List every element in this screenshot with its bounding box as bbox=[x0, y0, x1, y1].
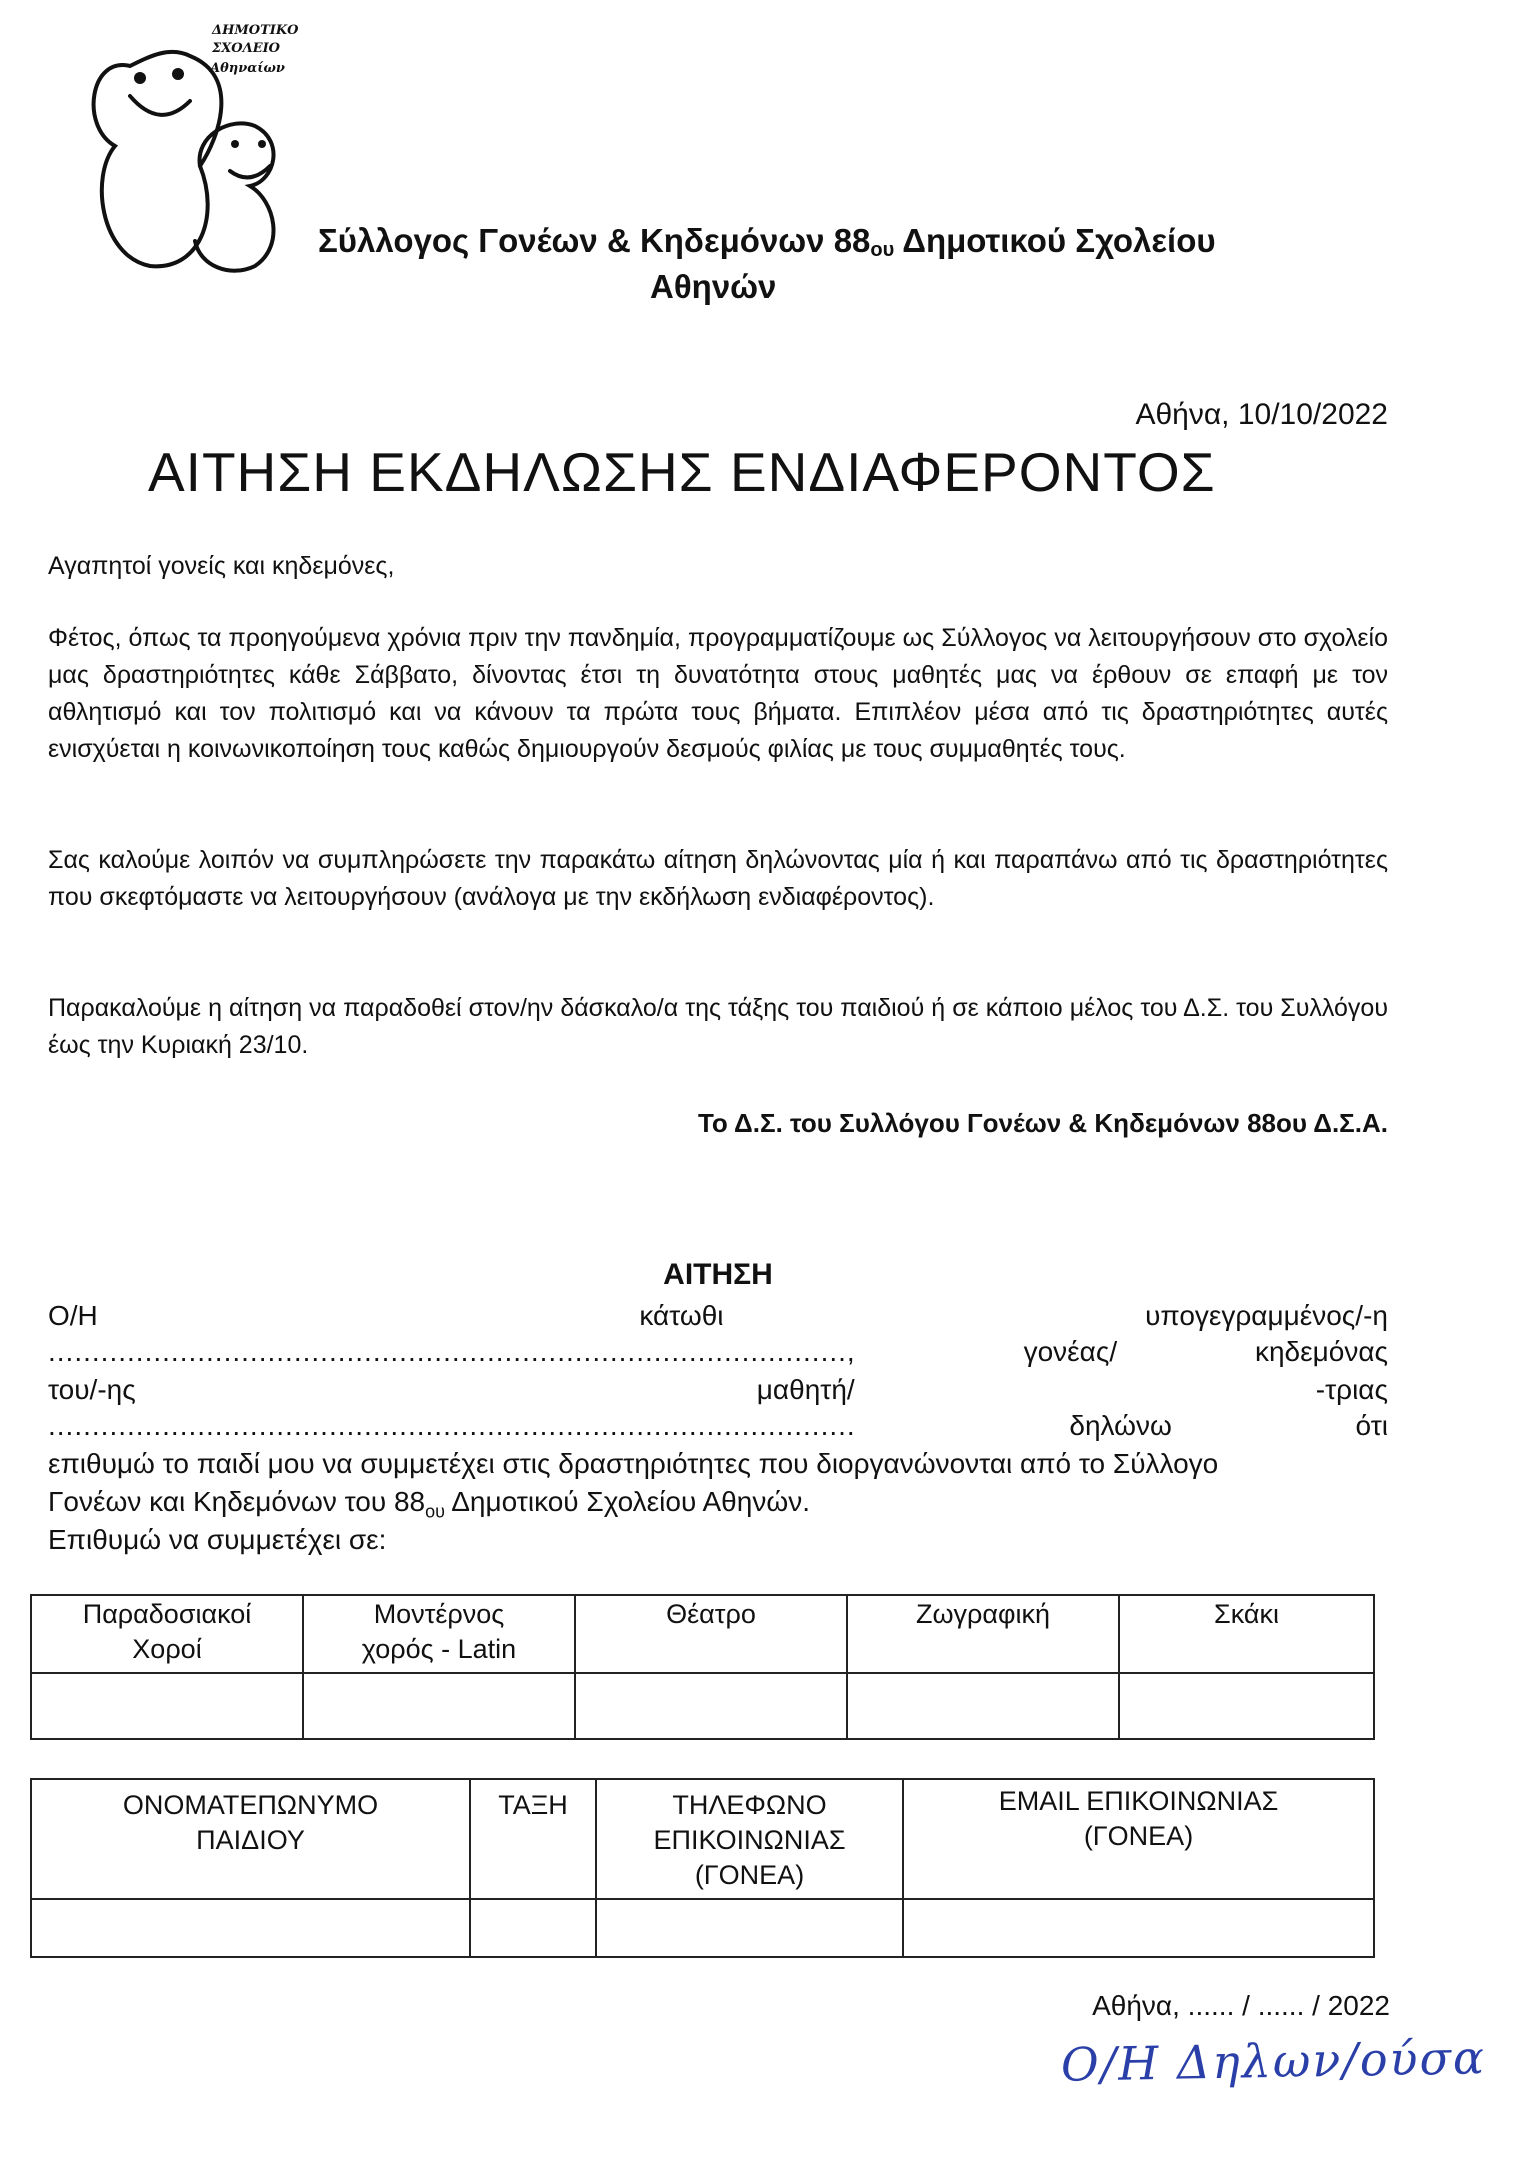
form-line-5: επιθυμώ το παιδί μου να συμμετέχει στις δραστηριότητες που διοργανώνονται από το Σύλλογο bbox=[48, 1448, 1219, 1479]
activity-header-painting bbox=[847, 1595, 1119, 1673]
child-name-input[interactable] bbox=[31, 1899, 470, 1957]
form-text-sub: ου bbox=[425, 1501, 445, 1522]
form-row-1 bbox=[48, 1300, 1388, 1332]
contact-table bbox=[30, 1778, 1375, 1958]
contact-entry-row bbox=[31, 1899, 1374, 1957]
form-row-3 bbox=[48, 1374, 1388, 1406]
document-date: Αθήνα, 10/10/2022 bbox=[1135, 398, 1388, 431]
phone-input[interactable] bbox=[596, 1899, 903, 1957]
form-row-2 bbox=[48, 1336, 1388, 1368]
greeting: Αγαπητοί γονείς και κηδεμόνες, bbox=[48, 552, 395, 580]
form-heading: ΑΙΤΗΣΗ bbox=[663, 1258, 773, 1291]
contact-header-class bbox=[470, 1779, 596, 1899]
activities-header-row bbox=[31, 1595, 1374, 1673]
form-text: υπογεγραμμένος/-η bbox=[1145, 1300, 1388, 1331]
logo-text-line1: ΔΗΜΟΤΙΚΟ bbox=[212, 23, 299, 38]
cell-text: ΤΗΛΕΦΩΝΟ bbox=[672, 1790, 827, 1820]
form-text: κάτωθι bbox=[639, 1300, 724, 1331]
form-text: Γονέων και Κηδεμόνων του 88 bbox=[48, 1486, 426, 1517]
cell-text: Παραδοσιακοί bbox=[82, 1599, 252, 1629]
logo-eye bbox=[258, 140, 266, 148]
cell-text: ΠΑΙΔΙΟΥ bbox=[196, 1825, 305, 1855]
logo-outline-big bbox=[94, 52, 222, 266]
cell-text: ΕΠΙΚΟΙΝΩΝΙΑΣ bbox=[653, 1825, 846, 1855]
contact-header-email bbox=[903, 1779, 1374, 1899]
form-text: γονέας/ bbox=[1023, 1336, 1118, 1367]
org-name-line1 bbox=[318, 222, 1216, 262]
logo-eye bbox=[172, 68, 184, 80]
activity-checkbox-modern-dance[interactable] bbox=[303, 1673, 575, 1739]
form-blank-student-name[interactable]: ............................................................................................ bbox=[48, 1410, 856, 1441]
cell-text: Ζωγραφική bbox=[915, 1599, 1051, 1629]
form-text: κηδεμόνας bbox=[1254, 1336, 1388, 1367]
cell-text: ΟΝΟΜΑΤΕΠΩΝΥΜΟ bbox=[122, 1790, 379, 1820]
cell-text: Χοροί bbox=[132, 1634, 202, 1664]
board-signoff: Το Δ.Σ. του Συλλόγου Γονέων & Κηδεμόνων 88ου Δ.Σ.Α. bbox=[697, 1108, 1388, 1138]
cell-text: χορός - Latin bbox=[361, 1634, 517, 1664]
logo-text-line2: ΣΧΟΛΕΙΟ bbox=[212, 41, 281, 56]
handwritten-signature-label: Ο/Η Δηλων/ούσα bbox=[1060, 2030, 1487, 2092]
class-input[interactable] bbox=[470, 1899, 596, 1957]
form-text: δηλώνω bbox=[1069, 1410, 1172, 1441]
org-name-part: Δημοτικού Σχολείου bbox=[894, 222, 1216, 259]
paragraph-2: Σας καλούμε λοιπόν να συμπληρώσετε την παρακάτω αίτηση δηλώνοντας μία ή και παραπάνω από τις δραστηριότητες που σκεφτόμαστε να λειτουργήσουν (ανάλογα με την εκδήλωση ενδιαφέροντος). bbox=[48, 846, 1388, 911]
form-blank-parent-name[interactable]: ..........................................................................................., bbox=[48, 1336, 856, 1367]
signing-date-line[interactable]: Αθήνα, ...... / ...... / 2022 bbox=[1092, 1990, 1390, 2021]
activities-entry-row bbox=[31, 1673, 1374, 1739]
cell-text: Σκάκι bbox=[1214, 1599, 1279, 1629]
document-title: ΑΙΤΗΣΗ ΕΚΔΗΛΩΣΗΣ ΕΝΔΙΑΦΕΡΟΝΤΟΣ bbox=[148, 441, 1216, 503]
form-text: του/-ης bbox=[48, 1374, 136, 1405]
activities-table bbox=[30, 1594, 1375, 1740]
cell-text: ΤΑΞΗ bbox=[498, 1790, 568, 1820]
form-text: Ο/Η bbox=[48, 1300, 98, 1331]
cell-text: Θέατρο bbox=[666, 1599, 756, 1629]
logo-text-line3: Αθηναίων bbox=[210, 61, 285, 76]
form-row-4 bbox=[48, 1410, 1388, 1442]
activity-checkbox-chess[interactable] bbox=[1119, 1673, 1374, 1739]
activity-checkbox-theatre[interactable] bbox=[575, 1673, 847, 1739]
paragraph-3: Παρακαλούμε η αίτηση να παραδοθεί στον/ην δάσκαλο/α της τάξης του παιδιού ή σε κάποιο μέλος του Δ.Σ. του Συλλόγου έως την Κυριακή 23/10. bbox=[48, 994, 1388, 1059]
cell-text: EMAIL ΕΠΙΚΟΙΝΩΝΙΑΣ bbox=[998, 1786, 1279, 1816]
form-line-7: Επιθυμώ να συμμετέχει σε: bbox=[48, 1524, 387, 1555]
logo-eye bbox=[134, 72, 146, 84]
cell-text: Μοντέρνος bbox=[373, 1599, 505, 1629]
activity-header-theatre bbox=[575, 1595, 847, 1673]
paragraph-1: Φέτος, όπως τα προηγούμενα χρόνια πριν την πανδημία, προγραμματίζουμε ως Σύλλογος να λειτουργήσουν στο σχολείο μας δραστηριότητες κάθε Σάββατο, δίνοντας έτσι τη δυνατότητα στους μαθητές μας να έρθουν σε επαφή με τον αθλητισμό και τον πολιτισμό και να κάνουν τα πρώτα τους βήματα. Επιπλέον μέσα από τις δραστηριότητες αυτές ενισχύεται η κοινωνικοποίηση τους καθώς δημιουργούν δεσμούς φιλίας με τους συμμαθητές τους. bbox=[48, 624, 1388, 763]
org-name-sub: ου bbox=[870, 239, 895, 261]
contact-header-row bbox=[31, 1779, 1374, 1899]
activity-header-chess bbox=[1119, 1595, 1374, 1673]
logo-eye bbox=[231, 140, 239, 148]
logo-smile-big bbox=[130, 96, 190, 115]
activity-checkbox-traditional-dance[interactable] bbox=[31, 1673, 303, 1739]
contact-header-phone bbox=[596, 1779, 903, 1899]
contact-header-child-name bbox=[31, 1779, 470, 1899]
org-name-line2: Αθηνών bbox=[650, 268, 777, 305]
activity-header-modern-dance bbox=[303, 1595, 575, 1673]
form-text: μαθητή/ bbox=[756, 1374, 855, 1405]
cell-text: (ΓΟΝΕΑ) bbox=[1083, 1821, 1194, 1851]
form-text: -τριας bbox=[1315, 1374, 1388, 1405]
activity-checkbox-painting[interactable] bbox=[847, 1673, 1119, 1739]
activity-header-traditional-dance bbox=[31, 1595, 303, 1673]
form-text: ότι bbox=[1355, 1410, 1388, 1441]
school-logo bbox=[70, 16, 320, 276]
form-text: Δημοτικού Σχολείου Αθηνών. bbox=[444, 1486, 810, 1517]
cell-text: (ΓΟΝΕΑ) bbox=[694, 1860, 805, 1890]
email-input[interactable] bbox=[903, 1899, 1374, 1957]
org-name-part: Σύλλογος Γονέων & Κηδεμόνων 88 bbox=[318, 222, 871, 259]
form-line-6 bbox=[48, 1486, 810, 1523]
